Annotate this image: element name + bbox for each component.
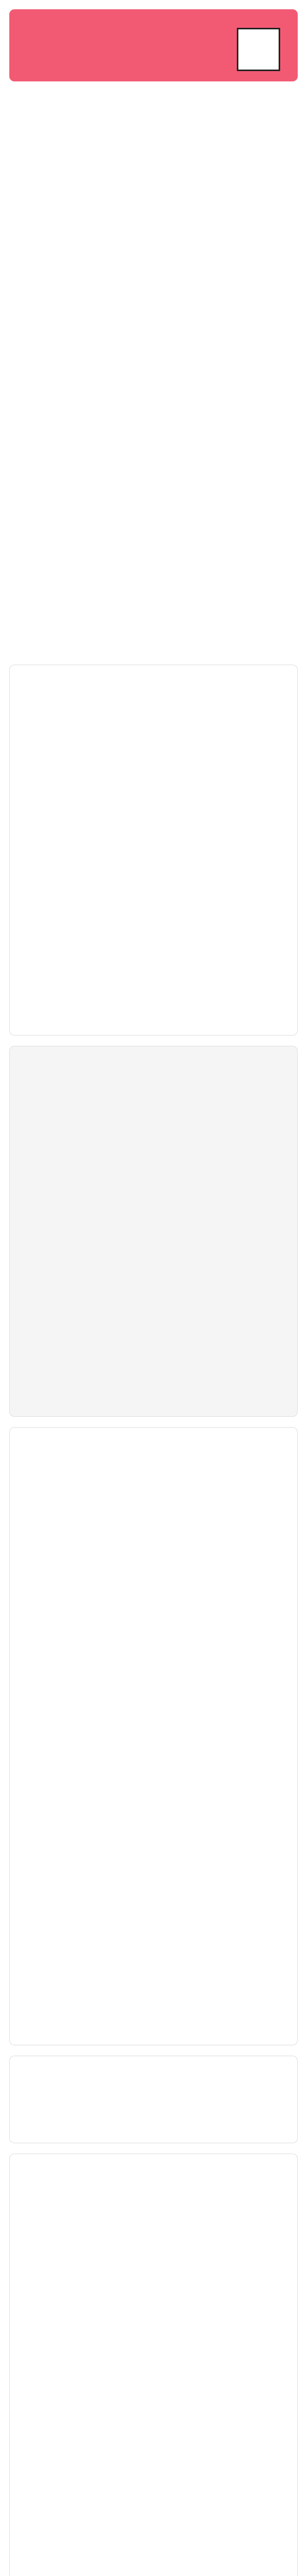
chart-area xyxy=(9,2056,298,2143)
content-card-2 xyxy=(9,1427,298,2045)
header-banner xyxy=(9,9,298,81)
qr-code[interactable] xyxy=(237,28,280,71)
image-placeholder-1 xyxy=(9,1046,298,1417)
intro-section xyxy=(9,90,298,657)
content-card-1 xyxy=(9,665,298,1036)
content-card-3 xyxy=(9,2154,298,2576)
